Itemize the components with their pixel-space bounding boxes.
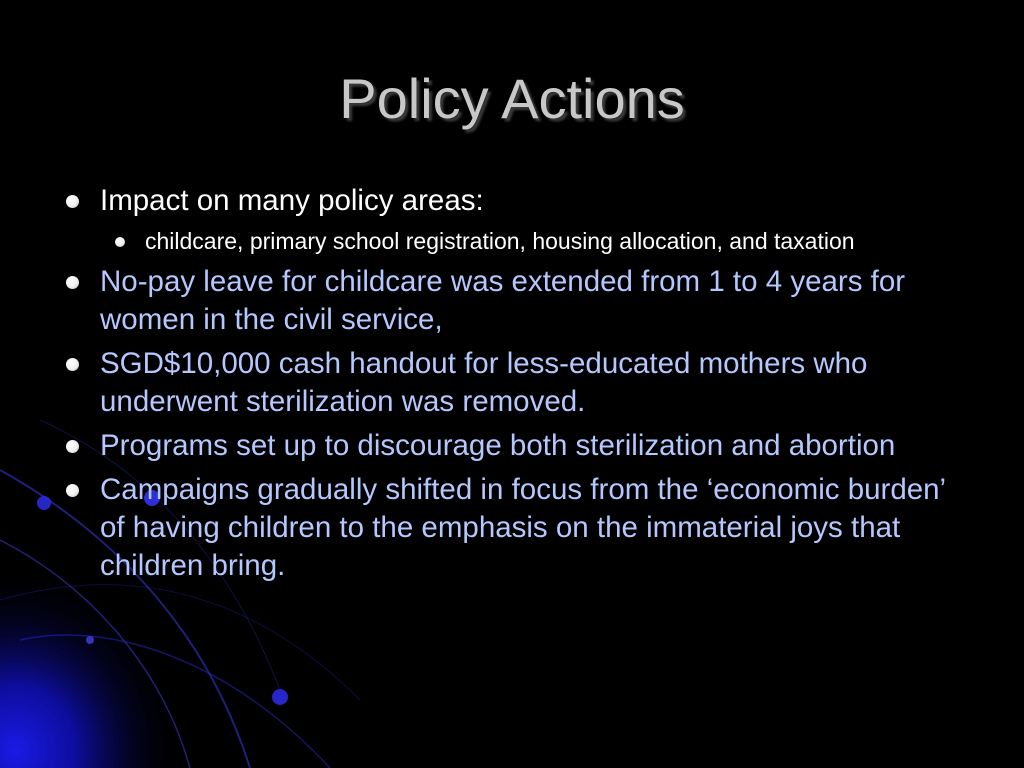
sub-bullet-item <box>62 226 972 257</box>
sub-bullet-dot-icon <box>115 237 125 247</box>
bullet-dot-icon <box>66 358 79 371</box>
bullet-item <box>62 471 972 585</box>
bullet-text: Campaigns gradually shifted in focus from the ‘economic burden’ of having children to the emphasis on the immaterial joys that children bring. <box>100 473 946 582</box>
bullet-item <box>62 263 972 339</box>
bullet-dot-icon <box>66 484 79 497</box>
bullet-text: SGD$10,000 cash handout for less-educated mothers who underwent sterilization was removed. <box>100 347 868 418</box>
bullet-dot-icon <box>66 440 79 453</box>
sub-bullet-text: childcare, primary school registration, housing allocation, and taxation <box>145 228 855 254</box>
slide-title: Policy Actions <box>339 67 685 130</box>
bullet-item <box>62 427 972 465</box>
bullet-list <box>62 182 972 591</box>
bullet-text: Impact on many policy areas: <box>100 184 484 217</box>
bullet-dot-icon <box>66 195 79 208</box>
bullet-text: Programs set up to discourage both sterilization and abortion <box>100 429 896 462</box>
bullet-item <box>62 345 972 421</box>
bullet-dot-icon <box>66 276 79 289</box>
bullet-text: No-pay leave for childcare was extended from 1 to 4 years for women in the civil service, <box>100 265 906 336</box>
bullet-item <box>62 182 972 220</box>
